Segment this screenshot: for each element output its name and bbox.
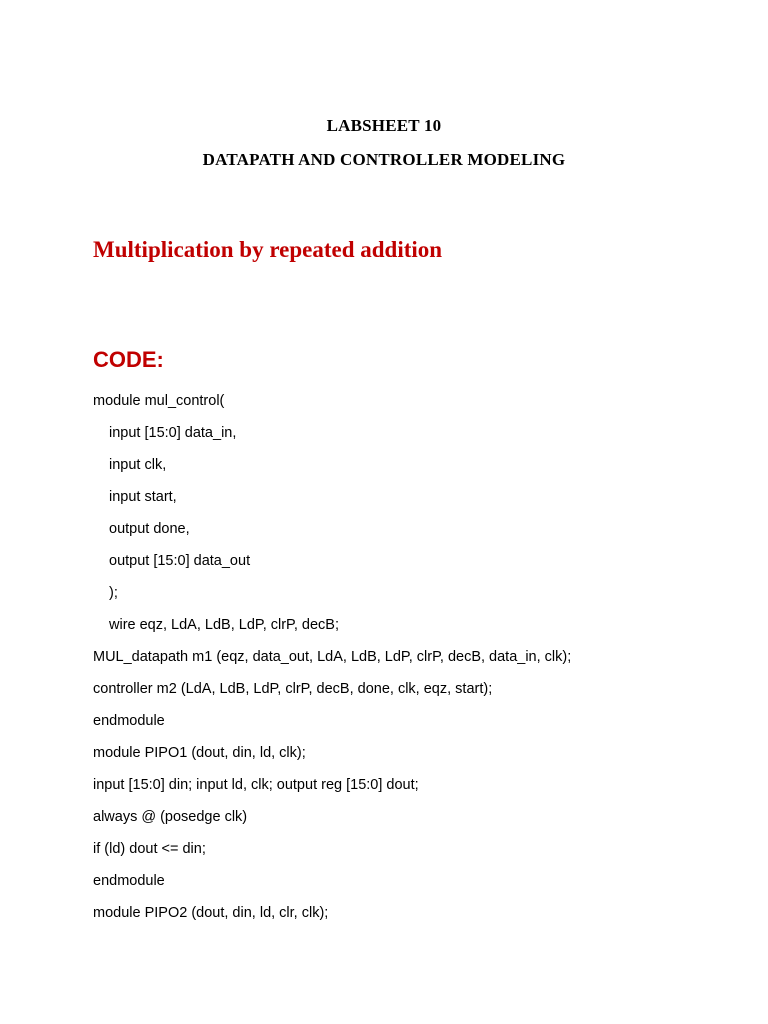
code-line: module PIPO1 (dout, din, ld, clk);	[93, 745, 306, 761]
code-line: MUL_datapath m1 (eqz, data_out, LdA, LdB, LdP, clrP, decB, data_in, clk);	[93, 649, 572, 665]
code-line: input clk,	[109, 457, 167, 473]
code-line: always @ (posedge clk)	[93, 809, 248, 825]
code-line: input start,	[109, 489, 177, 505]
code-line: input [15:0] din; input ld, clk; output reg [15:0] dout;	[93, 777, 419, 793]
code-heading: CODE:	[93, 347, 164, 372]
code-line: endmodule	[93, 713, 165, 729]
code-line: );	[109, 585, 118, 601]
code-line: controller m2 (LdA, LdB, LdP, clrP, decB, done, clk, eqz, start);	[93, 681, 493, 697]
code-line: module mul_control(	[93, 393, 225, 409]
labsheet-subtitle: DATAPATH AND CONTROLLER MODELING	[202, 150, 566, 169]
code-line: output [15:0] data_out	[109, 553, 251, 569]
code-line: wire eqz, LdA, LdB, LdP, clrP, decB;	[109, 617, 339, 633]
code-line: input [15:0] data_in,	[109, 425, 237, 441]
labsheet-title: LABSHEET 10	[326, 116, 442, 135]
section-heading: Multiplication by repeated addition	[93, 237, 443, 262]
code-line: module PIPO2 (dout, din, ld, clr, clk);	[93, 905, 329, 921]
code-line: endmodule	[93, 873, 165, 889]
code-line: output done,	[109, 521, 190, 537]
code-line: if (ld) dout <= din;	[93, 841, 206, 857]
